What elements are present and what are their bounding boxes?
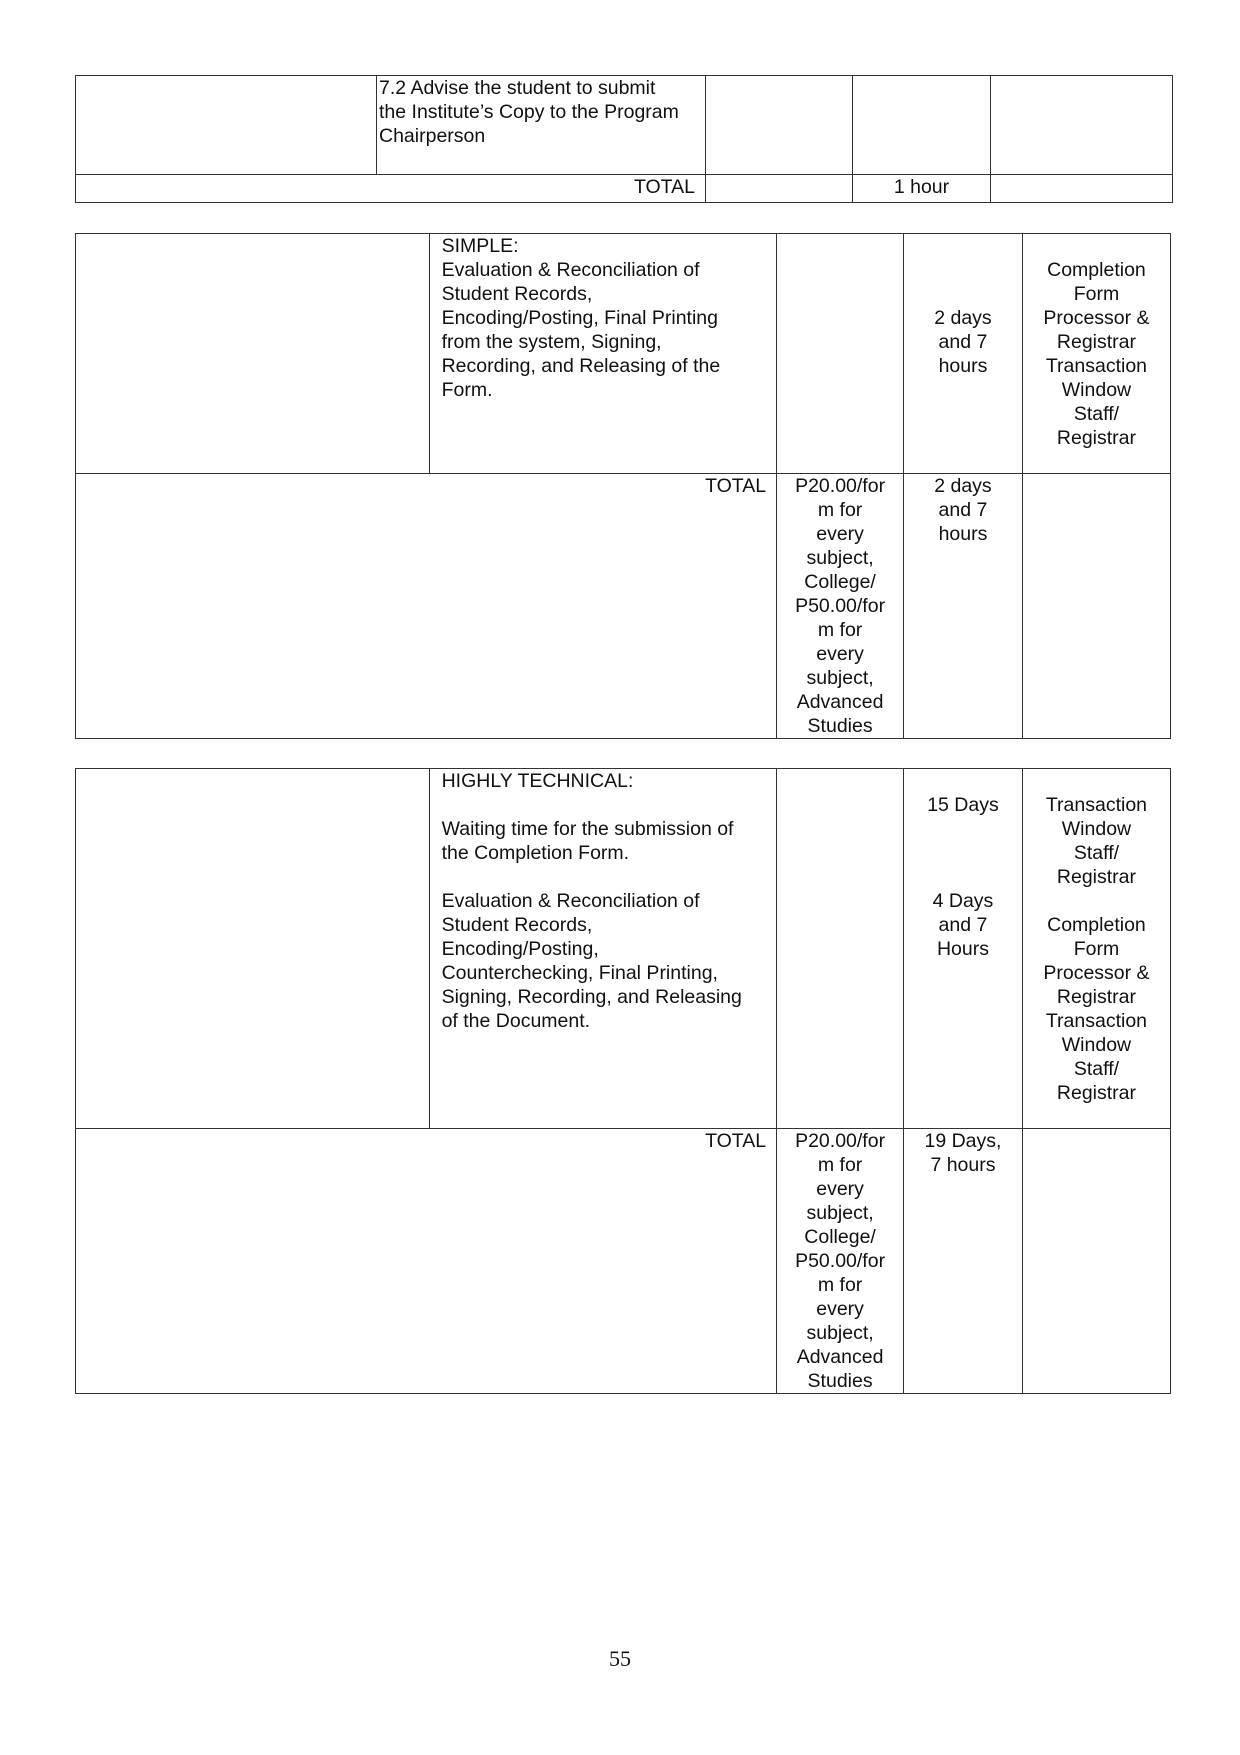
person-line: Form	[1073, 283, 1120, 305]
person-line: Window	[1061, 818, 1132, 840]
person-responsible-cell	[1022, 769, 1170, 1129]
processing-time-line: and 7	[938, 914, 988, 936]
total-row	[76, 175, 1173, 203]
agency-action-cell	[377, 76, 706, 175]
fee-line: Studies	[807, 1370, 873, 1392]
agency-action-line: Encoding/Posting,	[441, 938, 599, 960]
person-line: Window	[1061, 1034, 1132, 1056]
total-fees-cell	[777, 474, 904, 739]
person-line: Window	[1061, 379, 1132, 401]
person-line: Registrar	[1056, 331, 1136, 353]
person-line: Registrar	[1056, 866, 1136, 888]
table-row	[76, 234, 1171, 474]
processing-time-cell	[904, 234, 1023, 474]
agency-action-line: Evaluation & Reconciliation of	[441, 259, 700, 281]
fee-line: P20.00/for	[795, 475, 886, 497]
agency-action-line: Encoding/Posting, Final Printing	[441, 307, 718, 329]
table-step-7-2	[75, 75, 1173, 203]
person-line: Completion	[1047, 259, 1146, 281]
processing-time-line: 15 Days	[927, 794, 999, 816]
fee-line: every	[816, 1178, 864, 1200]
fee-line: College/	[804, 571, 876, 593]
agency-action-line: 7.2 Advise the student to submit	[379, 77, 656, 99]
agency-action-line: Chairperson	[379, 125, 486, 147]
fee-line: subject,	[806, 667, 874, 689]
fee-line: every	[816, 1298, 864, 1320]
fee-line: Studies	[807, 715, 873, 737]
fees-cell	[777, 234, 904, 474]
fee-line: m for	[817, 1274, 863, 1296]
total-time-cell	[904, 1129, 1023, 1394]
person-line: Registrar	[1056, 986, 1136, 1008]
client-steps-cell	[76, 769, 430, 1129]
table-simple	[75, 233, 1171, 739]
fee-line: m for	[817, 499, 863, 521]
client-steps-cell	[76, 234, 430, 474]
person-line: Processor &	[1043, 962, 1150, 984]
fee-line: subject,	[806, 1322, 874, 1344]
agency-action-line: Signing, Recording, and Releasing	[441, 986, 742, 1008]
person-line: Staff/	[1073, 1058, 1120, 1080]
agency-action-line: Student Records,	[441, 914, 593, 936]
person-line: Registrar	[1056, 1082, 1136, 1104]
person-line: Transaction	[1045, 794, 1148, 816]
waiting-line: the Completion Form.	[441, 842, 630, 864]
total-time-line: hours	[938, 523, 988, 545]
fee-line: College/	[804, 1226, 876, 1248]
total-time-line: 19 Days,	[924, 1130, 1002, 1152]
fee-line: P50.00/for	[795, 595, 886, 617]
fee-line: subject,	[806, 547, 874, 569]
fee-line: Advanced	[796, 691, 884, 713]
fee-line: m for	[817, 1154, 863, 1176]
fee-line: m for	[817, 619, 863, 641]
agency-action-line: the Institute’s Copy to the Program	[379, 101, 679, 123]
person-line: Processor &	[1043, 307, 1150, 329]
total-person-cell	[1022, 474, 1170, 739]
fee-line: Advanced	[796, 1346, 884, 1368]
processing-time-line: and 7	[938, 331, 988, 353]
person-responsible-cell	[991, 76, 1173, 175]
person-responsible-cell	[1022, 234, 1170, 474]
total-label: TOTAL	[76, 474, 777, 739]
total-row	[76, 474, 1171, 739]
table-highly-technical	[75, 768, 1171, 1394]
processing-time-line: 2 days	[934, 307, 992, 329]
total-row	[76, 1129, 1171, 1394]
fees-cell	[706, 76, 853, 175]
agency-action-cell	[429, 234, 777, 474]
agency-action-line: Recording, and Releasing of the	[441, 355, 721, 377]
classification-heading: SIMPLE:	[441, 235, 519, 257]
agency-action-line: Student Records,	[441, 283, 593, 305]
fee-line: P20.00/for	[795, 1130, 886, 1152]
agency-action-line: Counterchecking, Final Printing,	[441, 962, 718, 984]
total-time-line: 7 hours	[930, 1154, 996, 1176]
total-person-cell	[991, 175, 1173, 203]
fees-cell	[777, 769, 904, 1129]
person-line: Form	[1073, 938, 1120, 960]
fee-line: subject,	[806, 1202, 874, 1224]
person-line: Staff/	[1073, 403, 1120, 425]
agency-action-line: Form.	[441, 379, 493, 401]
agency-action-line: of the Document.	[441, 1010, 591, 1032]
processing-time-line: Hours	[936, 938, 989, 960]
page-number: 55	[609, 1646, 631, 1671]
processing-time-line: hours	[938, 355, 988, 377]
total-time-line: and 7	[938, 499, 988, 521]
processing-time-cell	[853, 76, 991, 175]
classification-heading: HIGHLY TECHNICAL:	[441, 770, 634, 792]
total-time-cell	[904, 474, 1023, 739]
waiting-line: Waiting time for the submission of	[441, 818, 734, 840]
processing-time-line: 4 Days	[932, 890, 994, 912]
agency-action-line: from the system, Signing,	[441, 331, 662, 353]
fee-line: every	[816, 523, 864, 545]
person-line: Registrar	[1056, 427, 1136, 449]
person-line: Transaction	[1045, 355, 1148, 377]
total-label: TOTAL	[76, 1129, 777, 1394]
client-steps-cell	[76, 76, 377, 175]
person-line: Transaction	[1045, 1010, 1148, 1032]
total-time-line: 2 days	[934, 475, 992, 497]
table-row	[76, 769, 1171, 1129]
total-person-cell	[1022, 1129, 1170, 1394]
person-line: Staff/	[1073, 842, 1120, 864]
total-fees-cell	[706, 175, 853, 203]
total-label: TOTAL	[76, 175, 706, 203]
agency-action-cell	[429, 769, 777, 1129]
fee-line: P50.00/for	[795, 1250, 886, 1272]
total-time: 1 hour	[853, 175, 991, 203]
processing-time-cell	[904, 769, 1023, 1129]
person-line: Completion	[1047, 914, 1146, 936]
agency-action-line: Evaluation & Reconciliation of	[441, 890, 700, 912]
total-fees-cell	[777, 1129, 904, 1394]
fee-line: every	[816, 643, 864, 665]
table-row	[76, 76, 1173, 175]
